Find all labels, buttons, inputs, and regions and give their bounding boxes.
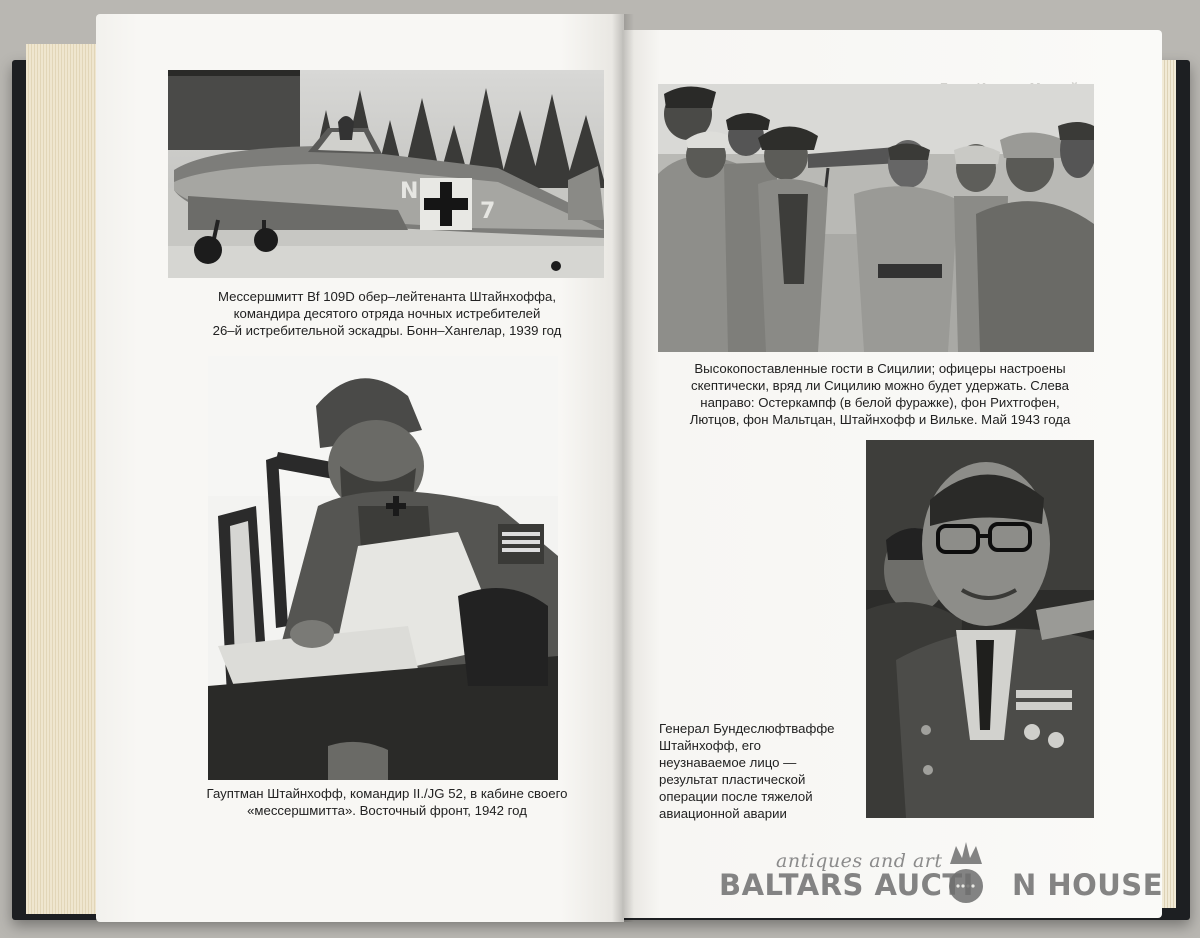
caption-line: Высокопоставленные гости в Сицилии; офицеры настроены: [694, 361, 1066, 376]
caption-line: неузнаваемое лицо —: [659, 755, 797, 770]
caption-aircraft: [162, 288, 612, 339]
svg-text:N: N: [400, 179, 419, 204]
caption-line: операции после тяжелой: [659, 789, 813, 804]
photo-cockpit-pilot: [208, 356, 558, 780]
caption-line: Лютцов, фон Мальтцан, Штайнхофф и Вильке. Май 1943 года: [689, 412, 1071, 427]
svg-text:7: 7: [480, 199, 496, 224]
caption-line: направо: Остеркампф (в белой фуражке), фон Рихтгофен,: [700, 395, 1060, 410]
book-gutter: [612, 14, 634, 922]
watermark-name-end: N HOUSE: [1011, 868, 1164, 902]
caption-line: Генерал Бундеслюфтваффе: [659, 721, 835, 736]
caption-line: Штайнхофф, его: [659, 738, 761, 753]
photo-aircraft: [168, 70, 604, 278]
caption-line: авиационной аварии: [659, 806, 787, 821]
caption-officers: [656, 360, 1104, 428]
caption-line: командира десятого отряда ночных истребителей: [233, 306, 541, 321]
caption-general: [659, 720, 859, 822]
caption-line: Гауптман Штайнхофф, командир II./JG 52, в кабине своего: [206, 786, 568, 801]
watermark-name-start: BALTARS AUCTI: [719, 868, 974, 902]
caption-cockpit: [162, 785, 612, 819]
watermark-script-text: antiques and art: [776, 850, 943, 872]
caption-line: результат пластической: [659, 772, 806, 787]
caption-line: 26–й истребительной эскадры. Бонн–Хангелар, 1939 год: [212, 323, 562, 338]
caption-line: Мессершмитт Bf 109D обер–лейтенанта Штайнхоффа,: [218, 289, 556, 304]
caption-line: «мессершмитта». Восточный фронт, 1942 год: [247, 803, 527, 818]
photo-officers-sicily: [658, 84, 1094, 352]
photo-general-portrait: [866, 440, 1094, 818]
watermark-name: [719, 868, 1163, 902]
caption-line: скептически, вряд ли Сицилию можно будет удержать. Слева: [691, 378, 1069, 393]
